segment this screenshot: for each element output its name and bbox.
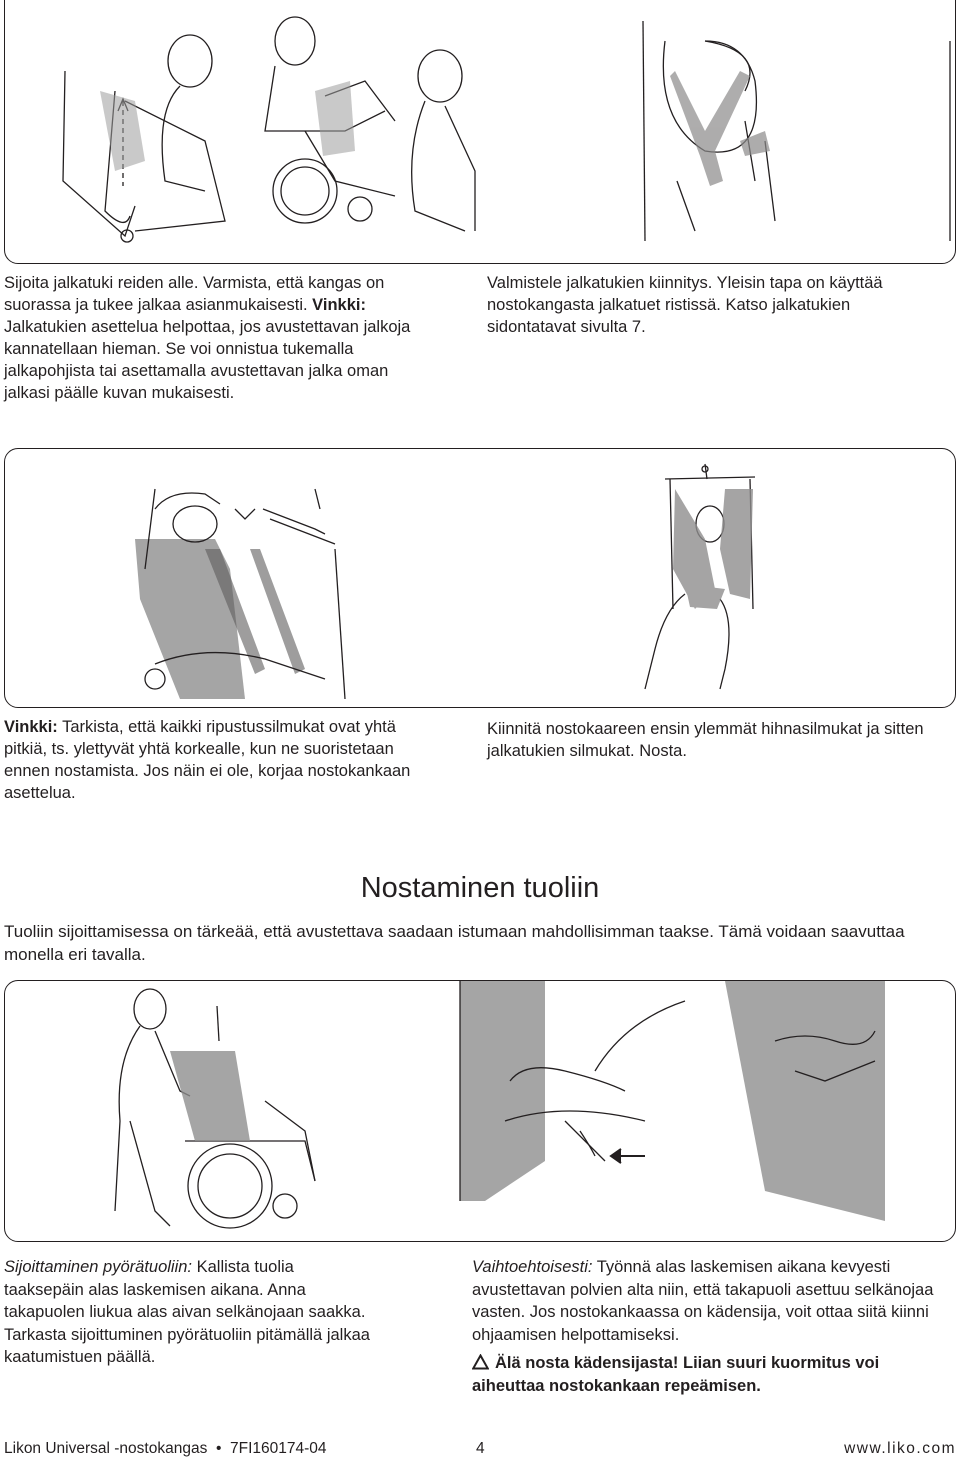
caption-prepare-legs-text: Valmistele jalkatukien kiinnitys. Yleisin tapa on käyttää nostokangasta jalkatuet ristissä. Katso jalkatukien sidontatavat sivulta 7. xyxy=(487,274,883,336)
caption-leg-support-text: Sijoita jalkatuki reiden alle. Varmista, että kangas on suorassa ja tukee jalkaa asianmukaisesti. xyxy=(4,274,385,314)
arrow-left-icon xyxy=(611,1149,645,1163)
warning-text: Älä nosta kädensijasta! Liian suuri kuormitus voi aiheuttaa nostokankaan repeämisen. xyxy=(472,1354,880,1395)
footer-product-code: Likon Universal -nostokangas • 7FI160174-04 xyxy=(4,1440,327,1457)
footer-page-number: 4 xyxy=(476,1440,485,1457)
caption-attach-loops-text: Kiinnitä nostokaareen ensin ylemmät hihnasilmukat ja sitten jalkatukien silmukat. Nosta. xyxy=(487,720,924,760)
caption-attach-loops xyxy=(487,718,927,762)
caption-leg-support-tip: Jalkatukien asettelua helpottaa, jos avustettavan jalkoja kannatellaan hieman. Se voi onnistua tukemalla jalkapohjista tai asettamalla avustettavan jalka oman jalkasi päälle kuvan mukaisesti. xyxy=(4,318,411,402)
caption-alternative-text: Työnnä alas laskemisen aikana kevyesti avustettavan polvien alta niin, että takapuoli asettuu selkänojaa vasten. Jos nostokankaassa on kädensija, voit ottaa siitä kiinni ohjaamisen helpottamiseksi. xyxy=(472,1258,934,1344)
caption-alternative xyxy=(472,1256,952,1397)
caption-leg-support xyxy=(4,272,424,404)
caption-prepare-legs xyxy=(487,272,927,338)
middle-instruction-panel xyxy=(4,448,956,708)
caption-wheelchair-label: Sijoittaminen pyörätuoliin: xyxy=(4,1258,193,1276)
warning-triangle-icon xyxy=(472,1354,489,1370)
illustration-attach-to-spreader-bar xyxy=(5,449,955,707)
illustration-push-knees xyxy=(5,981,955,1241)
caption-wheelchair-text: Kallista tuolia taaksepäin alas laskemisen aikana. Anna takapuolen liukua alas aivan selkänojaan saakka. Tarkasta sijoittuminen pyörätuoliin pitämällä jalkaa kaatumistuen päällä. xyxy=(4,1258,370,1366)
section-intro: Tuoliin sijoittamisessa on tärkeää, että avustettava saadaan istumaan mahdollisimman taakse. Tämä voidaan saavuttaa monella eri tavalla. xyxy=(4,922,905,964)
caption-check-loops xyxy=(4,716,424,804)
warning-note xyxy=(472,1352,952,1397)
top-instruction-panel xyxy=(4,0,956,264)
footer-website: www.liko.com xyxy=(844,1440,956,1457)
caption-check-loops-text: Tarkista, että kaikki ripustussilmukat ovat yhtä pitkiä, ts. ylettyvät yhtä korkealle, kun ne suoristetaan ennen nostamista. Jos näin ei ole, korjaa nostokankaan asettelua. xyxy=(4,718,411,802)
illustration-sling-crossed-legs xyxy=(5,0,955,263)
bottom-instruction-panel xyxy=(4,980,956,1242)
section-heading: Nostaminen tuoliin xyxy=(360,872,600,904)
caption-alternative-label: Vaihtoehtoisesti: xyxy=(472,1258,593,1276)
caption-wheelchair xyxy=(4,1256,374,1369)
tip-label: Vinkki: xyxy=(4,718,58,736)
tip-label: Vinkki: xyxy=(312,296,366,314)
